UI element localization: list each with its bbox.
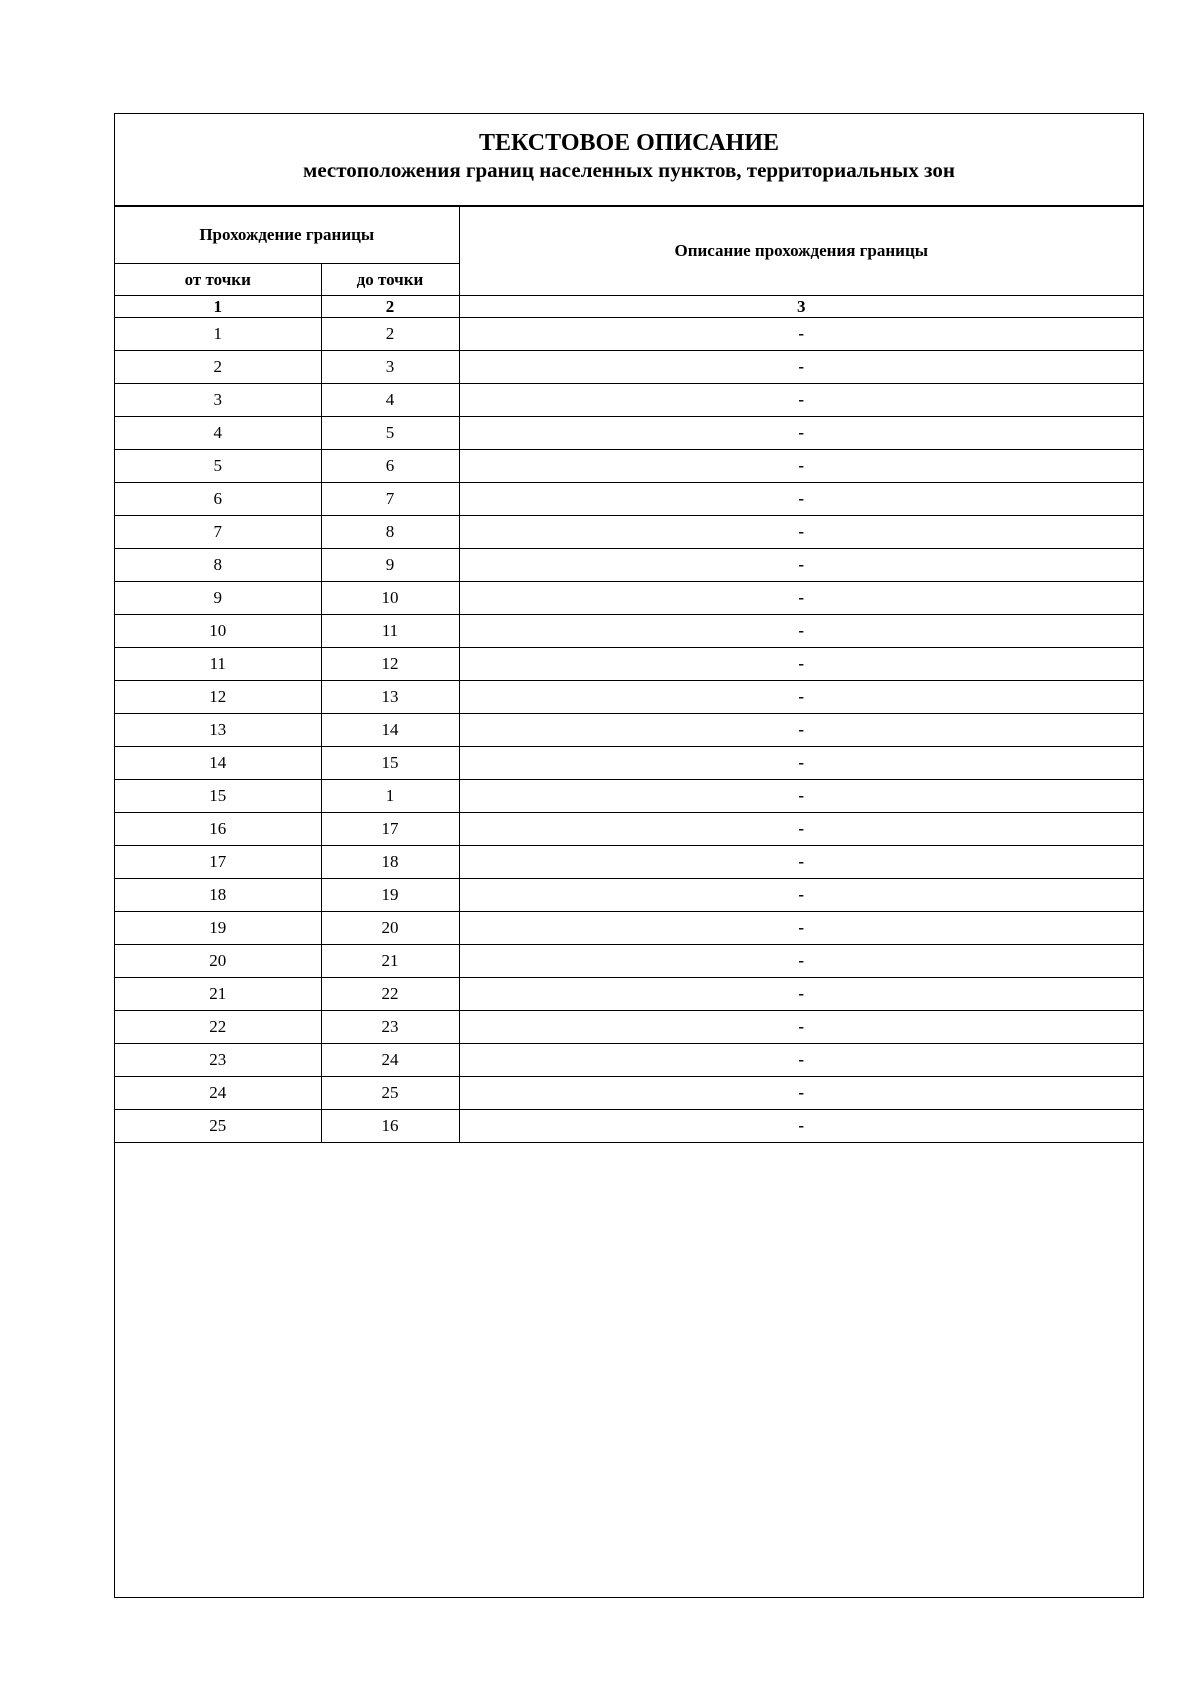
description-cell: - [459, 846, 1143, 879]
from-point-cell: 5 [115, 450, 321, 483]
to-point-cell: 14 [321, 714, 459, 747]
table-row [115, 648, 1143, 681]
document-frame [114, 113, 1144, 1598]
from-point-cell: 8 [115, 549, 321, 582]
from-point-cell: 19 [115, 912, 321, 945]
from-point-cell: 4 [115, 417, 321, 450]
from-point-cell: 17 [115, 846, 321, 879]
from-point-cell: 22 [115, 1011, 321, 1044]
description-cell: - [459, 318, 1143, 351]
to-point-cell: 12 [321, 648, 459, 681]
description-cell: - [459, 681, 1143, 714]
to-point-cell: 17 [321, 813, 459, 846]
table-row [115, 384, 1143, 417]
description-cell: - [459, 714, 1143, 747]
description-cell: - [459, 945, 1143, 978]
title-block [115, 114, 1143, 206]
to-point-cell: 6 [321, 450, 459, 483]
description-cell: - [459, 1044, 1143, 1077]
description-cell: - [459, 1110, 1143, 1143]
description-cell: - [459, 516, 1143, 549]
from-point-cell: 25 [115, 1110, 321, 1143]
table-row [115, 879, 1143, 912]
to-point-cell: 13 [321, 681, 459, 714]
description-cell: - [459, 813, 1143, 846]
to-point-cell: 7 [321, 483, 459, 516]
from-point-cell: 12 [115, 681, 321, 714]
from-point-cell: 21 [115, 978, 321, 1011]
description-cell: - [459, 549, 1143, 582]
from-point-cell: 11 [115, 648, 321, 681]
from-point-cell: 24 [115, 1077, 321, 1110]
table-row [115, 681, 1143, 714]
from-point-cell: 9 [115, 582, 321, 615]
table-row [115, 1077, 1143, 1110]
to-point-cell: 25 [321, 1077, 459, 1110]
from-point-cell: 6 [115, 483, 321, 516]
table-row [115, 549, 1143, 582]
description-cell: - [459, 912, 1143, 945]
to-point-cell: 3 [321, 351, 459, 384]
to-point-cell: 8 [321, 516, 459, 549]
to-point-cell: 20 [321, 912, 459, 945]
table-row [115, 615, 1143, 648]
table-row [115, 417, 1143, 450]
table-row [115, 483, 1143, 516]
description-cell: - [459, 417, 1143, 450]
to-point-cell: 4 [321, 384, 459, 417]
document-subtitle: местоположения границ населенных пунктов, территориальных зон [303, 158, 955, 182]
to-point-cell: 15 [321, 747, 459, 780]
table-row [115, 945, 1143, 978]
to-point-cell: 9 [321, 549, 459, 582]
from-point-cell: 3 [115, 384, 321, 417]
to-point-cell: 1 [321, 780, 459, 813]
description-cell: - [459, 648, 1143, 681]
description-cell: - [459, 615, 1143, 648]
from-point-cell: 15 [115, 780, 321, 813]
to-point-cell: 5 [321, 417, 459, 450]
to-point-cell: 23 [321, 1011, 459, 1044]
table-row [115, 1110, 1143, 1143]
from-point-cell: 14 [115, 747, 321, 780]
table-row [115, 450, 1143, 483]
description-cell: - [459, 747, 1143, 780]
description-cell: - [459, 978, 1143, 1011]
table-row [115, 846, 1143, 879]
description-cell: - [459, 879, 1143, 912]
description-cell: - [459, 351, 1143, 384]
table-body [115, 318, 1143, 1143]
header-boundary-passage: Прохождение границы [115, 207, 459, 264]
description-cell: - [459, 384, 1143, 417]
to-point-cell: 22 [321, 978, 459, 1011]
column-number: 2 [321, 296, 459, 318]
description-cell: - [459, 450, 1143, 483]
to-point-cell: 11 [321, 615, 459, 648]
table-row [115, 1044, 1143, 1077]
description-cell: - [459, 483, 1143, 516]
table-row [115, 351, 1143, 384]
from-point-cell: 1 [115, 318, 321, 351]
table-row [115, 714, 1143, 747]
from-point-cell: 10 [115, 615, 321, 648]
to-point-cell: 10 [321, 582, 459, 615]
table-row [115, 813, 1143, 846]
description-cell: - [459, 780, 1143, 813]
from-point-cell: 7 [115, 516, 321, 549]
table-row [115, 516, 1143, 549]
table-row [115, 318, 1143, 351]
boundary-table [115, 206, 1143, 1143]
table-row [115, 978, 1143, 1011]
from-point-cell: 2 [115, 351, 321, 384]
to-point-cell: 16 [321, 1110, 459, 1143]
column-number: 3 [459, 296, 1143, 318]
table-row [115, 747, 1143, 780]
table-row [115, 780, 1143, 813]
to-point-cell: 19 [321, 879, 459, 912]
header-to-point: до точки [321, 264, 459, 296]
from-point-cell: 13 [115, 714, 321, 747]
description-cell: - [459, 582, 1143, 615]
table-row [115, 912, 1143, 945]
from-point-cell: 18 [115, 879, 321, 912]
from-point-cell: 20 [115, 945, 321, 978]
table-row [115, 582, 1143, 615]
column-number: 1 [115, 296, 321, 318]
header-from-point: от точки [115, 264, 321, 296]
from-point-cell: 23 [115, 1044, 321, 1077]
document-title: ТЕКСТОВОЕ ОПИСАНИЕ [478, 130, 779, 156]
to-point-cell: 18 [321, 846, 459, 879]
from-point-cell: 16 [115, 813, 321, 846]
to-point-cell: 24 [321, 1044, 459, 1077]
description-cell: - [459, 1011, 1143, 1044]
table-row [115, 1011, 1143, 1044]
to-point-cell: 21 [321, 945, 459, 978]
to-point-cell: 2 [321, 318, 459, 351]
description-cell: - [459, 1077, 1143, 1110]
header-description: Описание прохождения границы [459, 207, 1143, 296]
